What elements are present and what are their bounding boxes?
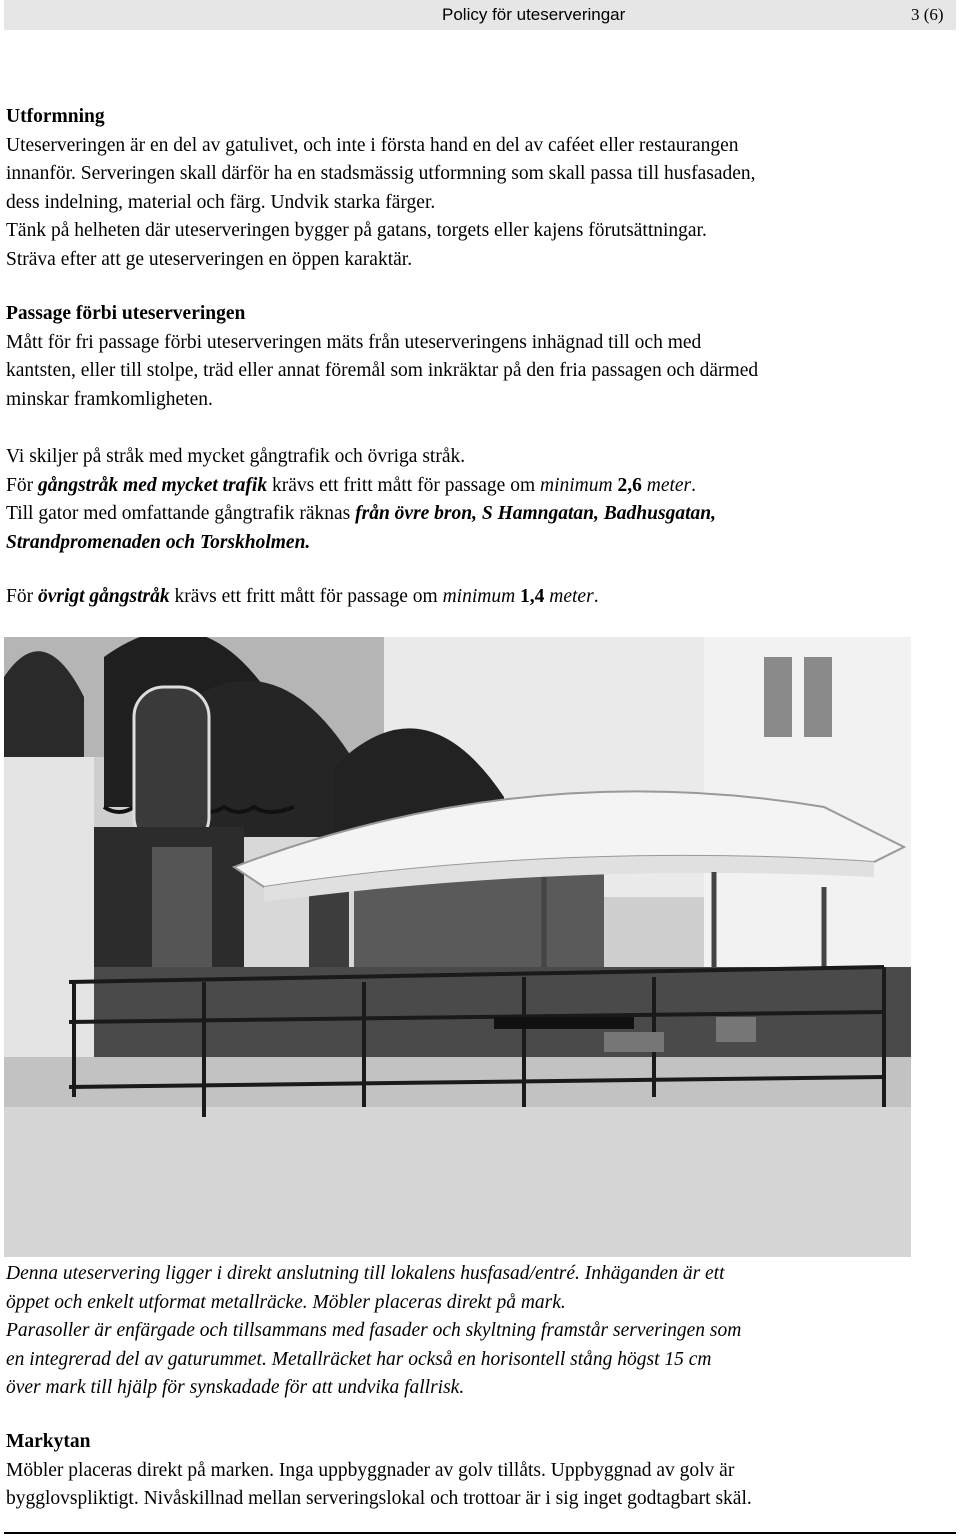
- outdoor-cafe-photo: [4, 637, 911, 1257]
- caption-line: över mark till hjälp för synskadade för att undvika fallrisk.: [6, 1377, 465, 1398]
- emphasis: gångstråk med mycket trafik: [37, 474, 268, 496]
- text-span: krävs ett fritt mått för passage om: [267, 474, 541, 496]
- section-heading: Passage förbi uteserveringen: [6, 303, 246, 324]
- emphasis: från övre bron, S Hamngatan, Badhusgatan,: [355, 503, 716, 524]
- footer-rule: [4, 1532, 956, 1534]
- document-title: Policy för uteserveringar: [442, 5, 626, 24]
- paragraph-line: [6, 500, 954, 529]
- text-span: Till gator med omfattande gångtrafik räknas: [6, 503, 356, 524]
- page-number: 3 (6): [911, 5, 944, 24]
- caption-line: Parasoller är enfärgade och tillsammans med fasader och skyltning framstår serveringen som: [6, 1320, 742, 1341]
- paragraph-line: [6, 472, 954, 501]
- text-span: För: [6, 474, 38, 496]
- text-span: .: [593, 586, 599, 607]
- emphasis: minimum: [442, 586, 516, 607]
- emphasis: meter: [549, 586, 594, 607]
- paragraph-line: bygglovspliktigt. Nivåskillnad mellan serveringslokal och trottoar är i sig inget godtagbart skäl.: [6, 1488, 752, 1509]
- measure-value: 1,4: [515, 586, 550, 607]
- passage-details: [6, 443, 954, 557]
- paragraph-line: dess indelning, material och färg. Undvik starka färger.: [6, 191, 436, 213]
- paragraph-line: [6, 529, 954, 558]
- section-heading: Markytan: [6, 1431, 91, 1452]
- paragraph-line: [6, 583, 954, 612]
- page-header: [4, 0, 956, 30]
- paragraph-line: innanför. Serveringen skall därför ha en stadsmässig utformning som skall passa till husfasaden,: [6, 163, 756, 184]
- text-span: För: [6, 586, 38, 607]
- section-markytan: [6, 1428, 954, 1514]
- paragraph-line: Mått för fri passage förbi uteserveringen mäts från uteserveringens inhägnad till och med: [6, 331, 702, 353]
- section-heading: Utformning: [6, 106, 105, 127]
- caption-line: en integrerad del av gaturummet. Metallräcket har också en horisontell stång högst 15 cm: [6, 1348, 712, 1370]
- photo-caption: [6, 1260, 954, 1403]
- caption-line: öppet och enkelt utformat metallräcke. Möbler placeras direkt på mark.: [6, 1291, 566, 1313]
- paragraph-line: Vi skiljer på stråk med mycket gångtrafik och övriga stråk.: [6, 446, 466, 467]
- emphasis: minimum: [540, 474, 613, 496]
- emphasis: övrigt gångstråk: [37, 586, 170, 607]
- measure-value: 2,6: [612, 474, 647, 496]
- passage-other: [6, 583, 954, 612]
- section-passage: [6, 300, 954, 414]
- paragraph-line: Tänk på helheten där uteserveringen bygger på gatans, torgets eller kajens förutsättningar.: [6, 220, 707, 241]
- caption-line: Denna uteservering ligger i direkt anslutning till lokalens husfasad/entré. Inhäganden är ett: [6, 1263, 725, 1284]
- text-span: krävs ett fritt mått för passage om: [169, 586, 443, 607]
- emphasis: meter: [646, 474, 692, 496]
- paragraph-line: kantsten, eller till stolpe, träd eller annat föremål som inkräktar på den fria passagen och därmed: [6, 360, 759, 381]
- paragraph-line: Uteserveringen är en del av gatulivet, och inte i första hand en del av caféet eller restaurangen: [6, 134, 739, 156]
- text-span: .: [691, 474, 697, 496]
- emphasis: Strandpromenaden och Torskholmen.: [6, 531, 311, 553]
- section-utformning: [6, 103, 954, 274]
- paragraph-line: minskar framkomligheten.: [6, 388, 213, 410]
- paragraph-line: Sträva efter att ge uteserveringen en öppen karaktär.: [6, 248, 413, 270]
- paragraph-line: Möbler placeras direkt på marken. Inga uppbyggnader av golv tillåts. Uppbyggnad av golv är: [6, 1459, 735, 1481]
